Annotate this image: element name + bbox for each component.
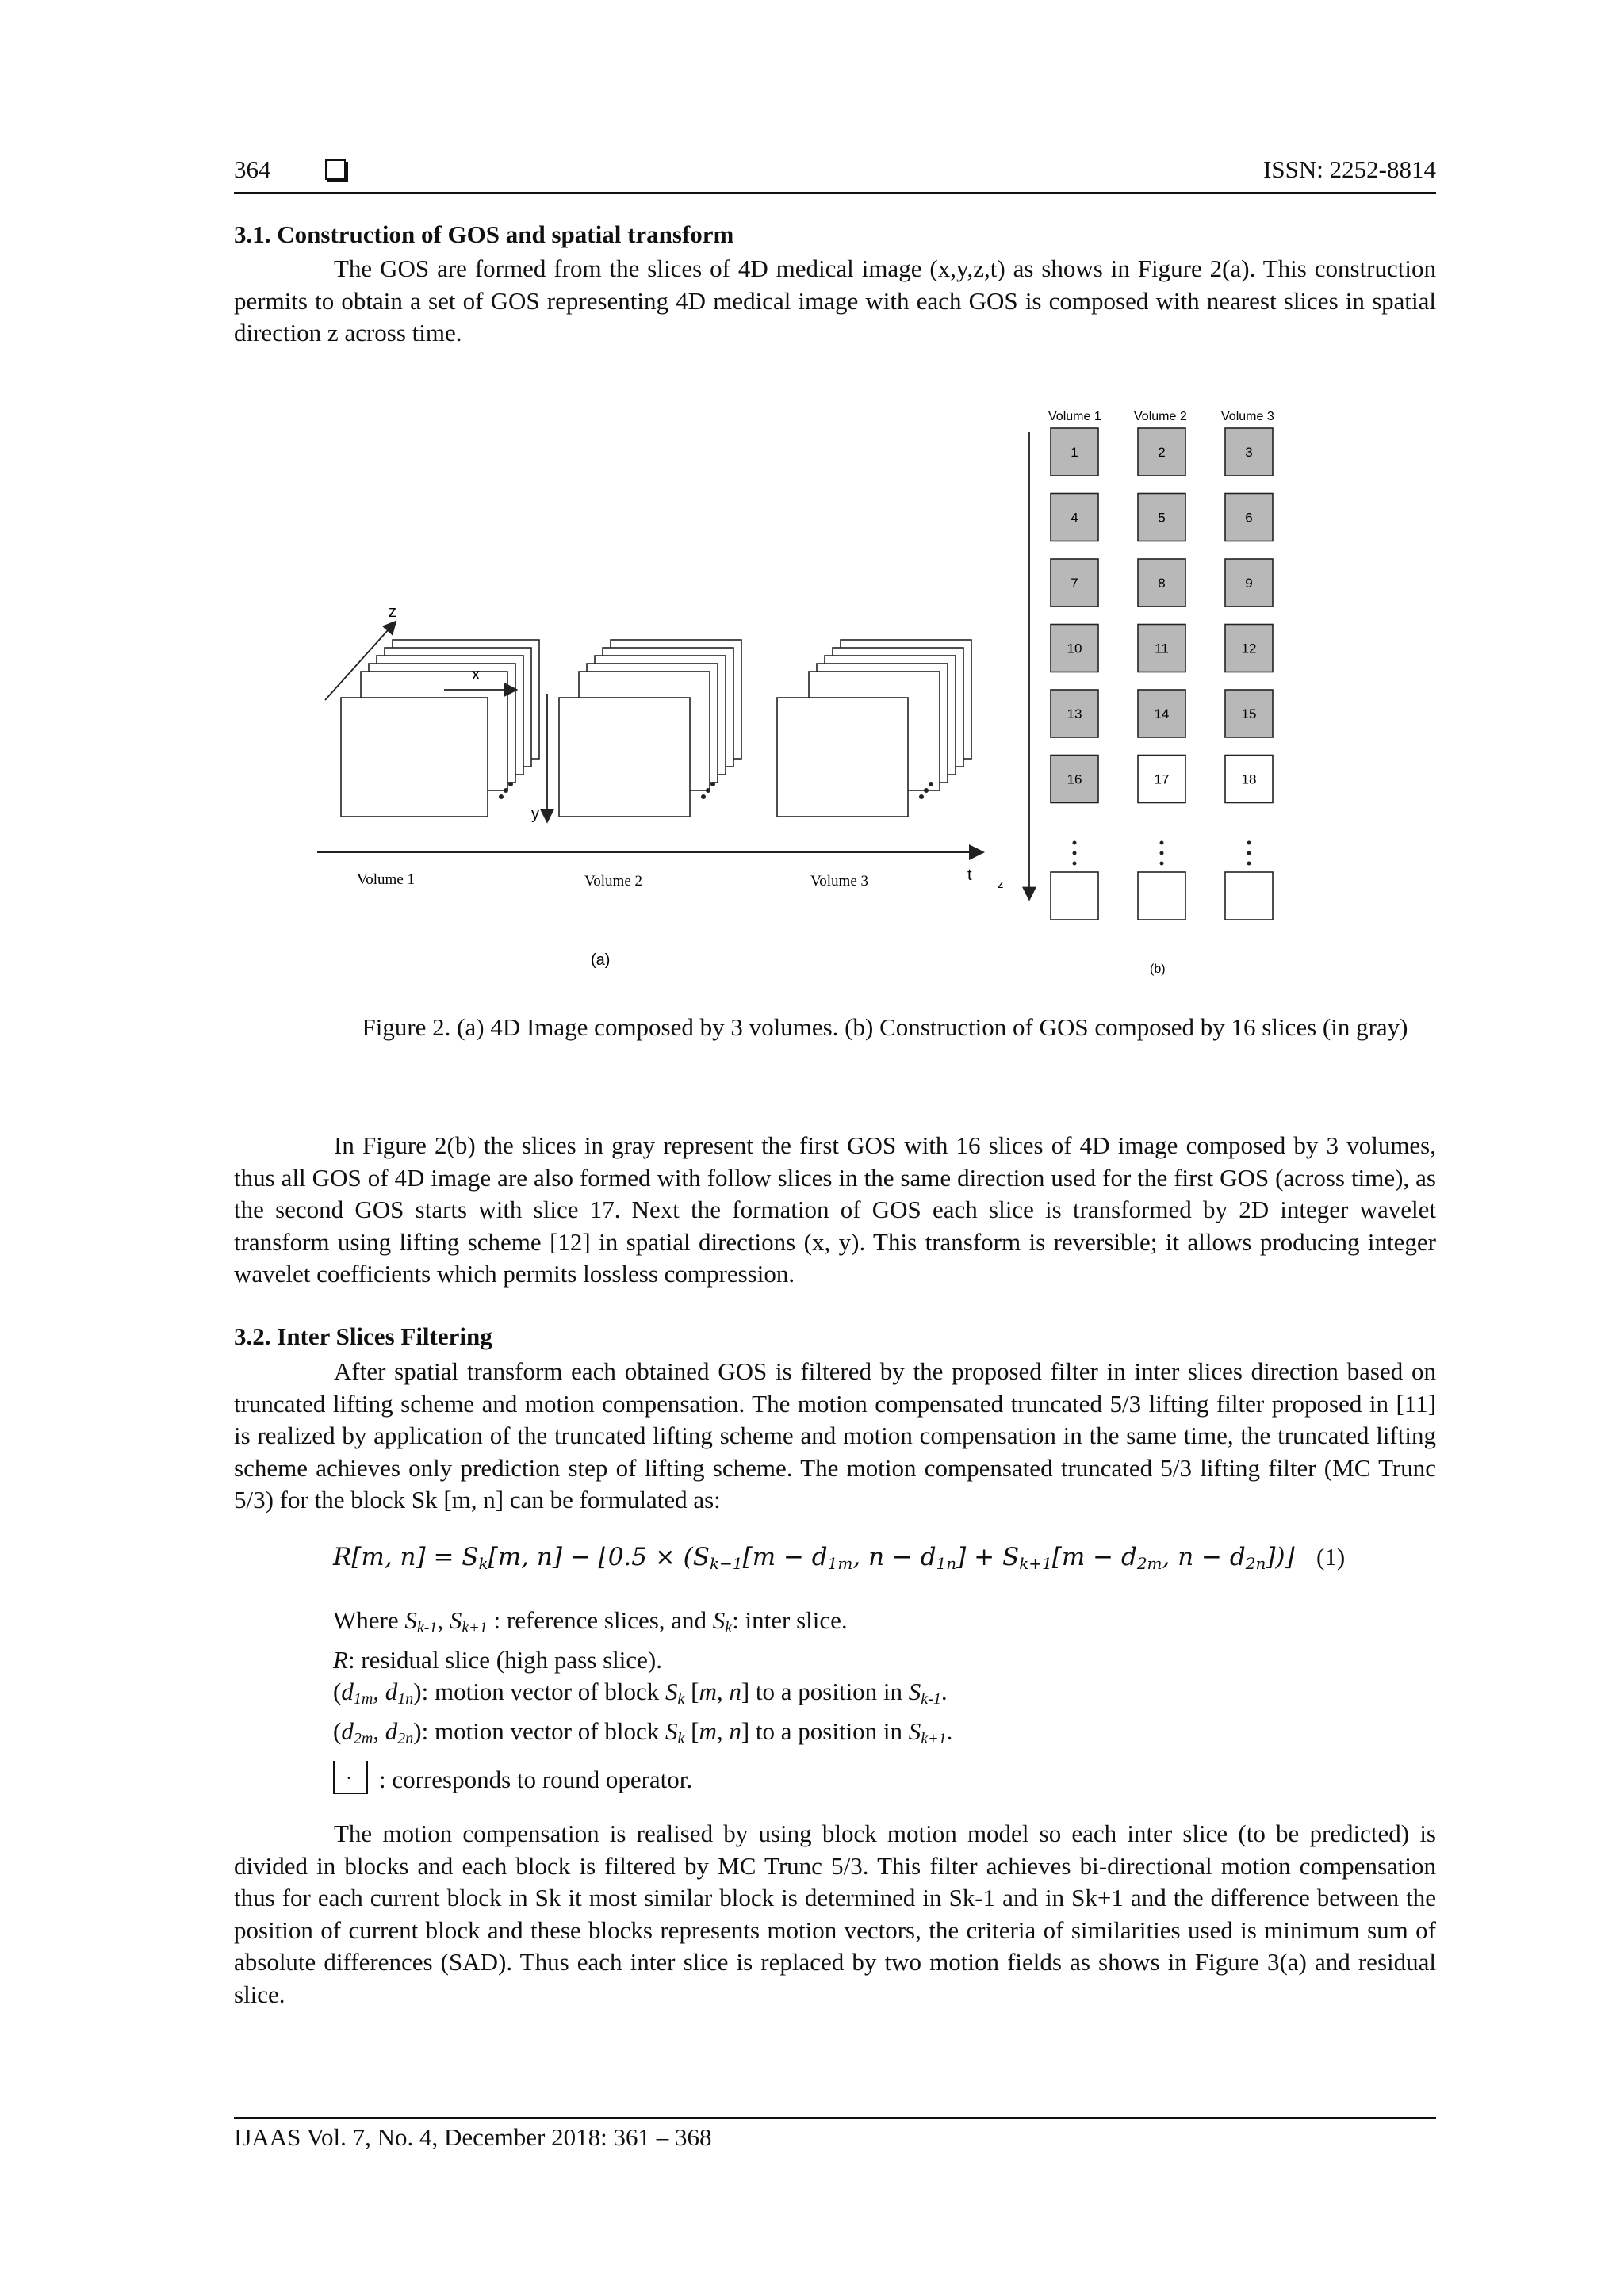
floor-operator-icon — [333, 1761, 368, 1794]
checkbox-square-icon — [325, 159, 346, 180]
axis-z-label: z — [389, 603, 396, 621]
panel-a-label: (a) — [591, 951, 611, 969]
empty-slice — [1138, 872, 1185, 920]
volume-stack-2 — [559, 640, 741, 817]
footer-text: IJAAS Vol. 7, No. 4, December 2018: 361 – 368 — [234, 2123, 712, 2151]
column-header-volume-2: Volume 2 — [1134, 410, 1187, 423]
empty-slice — [1051, 872, 1098, 920]
figure-2-caption: Figure 2. (a) 4D Image composed by 3 volumes. (b) Construction of GOS composed by 16 slices (in gray) — [362, 1013, 1408, 1041]
section-3-1-paragraph: The GOS are formed from the slices of 4D medical image (x,y,z,t) as shows in Figure 2(a). This construction permits to obtain a set of GOS representing 4D medical image with each GOS is composed with nearest slices in spatial direction z across time. — [234, 254, 1436, 346]
column-header-volume-3: Volume 3 — [1221, 410, 1274, 423]
section-3-2-paragraph-2: The motion compensation is realised by using block motion model so each inter slice (to be predicted) is divided in blocks and each block is filtered by MC Trunc 5/3. This filter achieves bi-directional motion compensation thus for each current block in Sk it most similar block is determined in Sk-1 and in Sk+1 and the difference between the position of current block and these blocks represents motion vectors, the criteria of similarities used is minimum sum of absolute differences (SAD). Thus each inter slice is replaced by two motion fields as shows in Figure 3(a) and residual slice. — [234, 1820, 1436, 2008]
axis-x-label: x — [472, 666, 480, 683]
slice-label-17: 17 — [1154, 771, 1170, 787]
axis-y-label: y — [531, 806, 539, 823]
slice-label-1: 1 — [1071, 445, 1078, 460]
slice-grid — [1051, 428, 1273, 803]
def-reference-slices: Where $S_{k-1}$, $S_{k+1}$ : reference slices, and $S_k$: inter slice. — [333, 1606, 848, 1636]
volume-2-label: Volume 2 — [584, 873, 643, 890]
page-number: 364 — [234, 155, 271, 183]
slice-label-10: 10 — [1067, 641, 1082, 656]
def-mv2: ($d_{2m}$, $d_{2n}$): motion vector of block $S_k$ [m, n] to a position in $S_{k+1}$. — [333, 1716, 953, 1747]
section-3-1-heading: 3.1. Construction of GOS and spatial transform — [234, 220, 734, 248]
panel-b-label: (b) — [1150, 962, 1166, 976]
slice-label-11: 11 — [1155, 641, 1169, 656]
axis-z-label-b: z — [998, 878, 1004, 891]
section-3-2-heading: 3.2. Inter Slices Filtering — [234, 1322, 492, 1350]
slice-label-2: 2 — [1158, 445, 1166, 460]
slice-label-9: 9 — [1245, 576, 1253, 591]
equation-1: R[m, $n] = S_k[m$, n] − ⌊0.5 × ($S_{k-1}[m - d_{1m}$, $n - d_{1n}] + S_{k+1}[m - d_{2m}$, $n - d_{2n}])⌋$ — [333, 1543, 1295, 1573]
header-rule — [234, 192, 1436, 194]
slice-label-12: 12 — [1241, 641, 1257, 656]
volume-stack-1 — [341, 640, 539, 817]
equation-definitions — [333, 1605, 952, 1797]
slice-label-6: 6 — [1245, 510, 1253, 526]
empty-slice — [1225, 872, 1273, 920]
paragraph-figure-2b: In Figure 2(b) the slices in gray represent the first GOS with 16 slices of 4D image composed by 3 volumes, thus all GOS of 4D image are also formed with follow slices in the same direction used for the first GOS (across time), as the second GOS starts with slice 17. Next the formation of GOS each slice is transformed by 2D integer wavelet transform using lifting scheme [12] in spatial directions (x, y). This transform is reversible; it allows producing integer wavelet coefficients which permits lossless compression. — [234, 1131, 1436, 1288]
slice-label-8: 8 — [1158, 576, 1166, 591]
slice-label-14: 14 — [1154, 706, 1170, 721]
volume-stack-3 — [777, 640, 971, 817]
def-mv1: ($d_{1m}$, $d_{1n}$): motion vector of block $S_k$ [m, n] to a position in $S_{k-1}$. — [333, 1678, 948, 1708]
slice-label-3: 3 — [1245, 445, 1253, 460]
equation-number: (1) — [1316, 1543, 1346, 1571]
section-3-2-paragraph: After spatial transform each obtained GOS is filtered by the proposed filter in inter slices direction based on truncated lifting scheme and motion compensation. The motion compensated truncated 5/3 lifting filter proposed in [11] is realized by application of the truncated lifting scheme and motion compensation in the same time, the truncated lifting scheme achieves only prediction step of lifting scheme. The motion compensated truncated 5/3 lifting filter (MC Trunc 5/3) for the block Sk [m, n] can be formulated as: — [234, 1357, 1436, 1513]
slice-label-7: 7 — [1071, 576, 1078, 591]
figure-2 — [301, 392, 1356, 987]
slice-label-15: 15 — [1241, 706, 1257, 721]
footer-rule — [234, 2117, 1436, 2119]
issn: ISSN: 2252-8814 — [1263, 155, 1436, 183]
volume-1-label: Volume 1 — [357, 871, 416, 888]
volume-3-label: Volume 3 — [810, 873, 869, 890]
slice-label-4: 4 — [1071, 510, 1078, 526]
def-residual: R: residual slice (high pass slice). — [333, 1645, 662, 1674]
axis-t-label: t — [967, 867, 972, 884]
slice-label-16: 16 — [1067, 771, 1082, 787]
slice-label-13: 13 — [1067, 706, 1082, 721]
slice-label-5: 5 — [1158, 510, 1166, 526]
column-header-volume-1: Volume 1 — [1048, 410, 1101, 423]
def-round: .: corresponds to round operator. — [333, 1761, 952, 1797]
slice-label-18: 18 — [1241, 771, 1257, 787]
